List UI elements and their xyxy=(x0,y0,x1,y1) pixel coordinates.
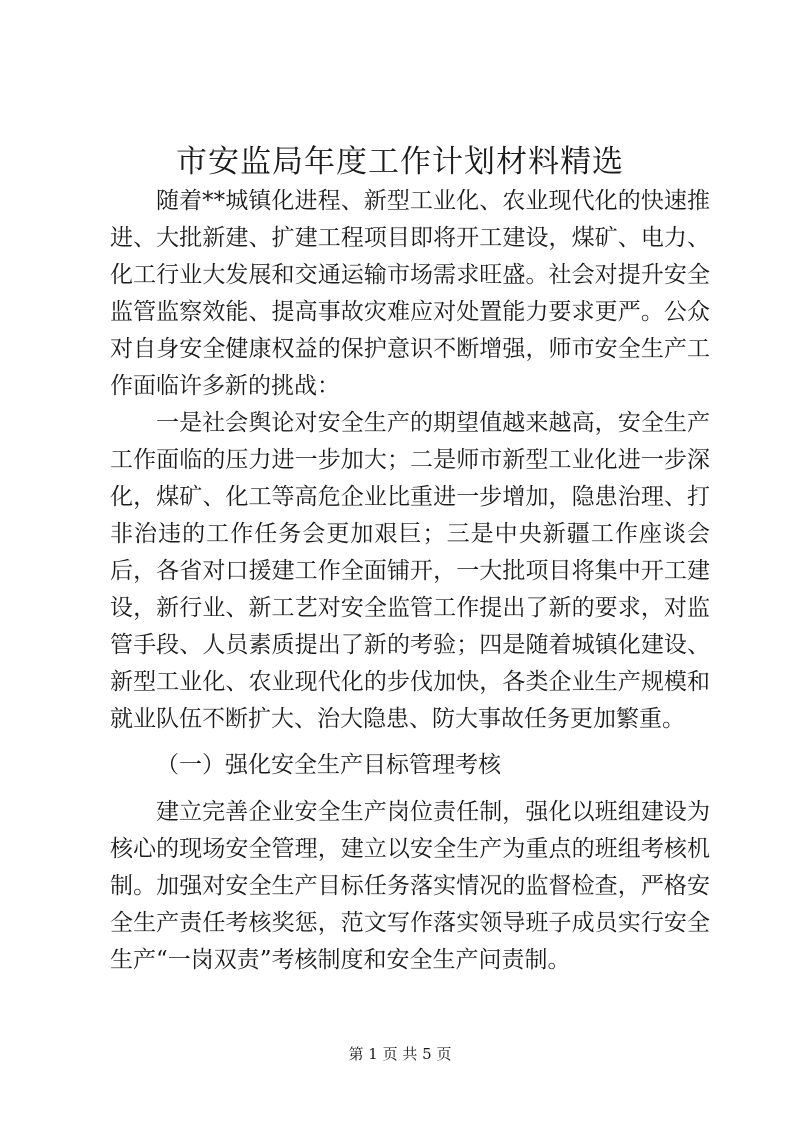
paragraph-section-1: 建立完善企业安全生产岗位责任制，强化以班组建设为核心的现场安全管理，建立以安全生产为重点的班组考核机制。加强对安全生产目标任务落实情况的监督检查，严格安全生产责任考核奖惩，范文写作落实领导班子成员实行安全生产“一岗双责”考核制度和安全生产问责制。 xyxy=(110,799,710,973)
page-number-footer: 第 1 页 共 5 页 xyxy=(348,1045,452,1063)
document-body xyxy=(110,183,710,979)
section-heading: （一）强化安全生产目标管理考核 xyxy=(156,752,501,778)
paragraph-challenges: 一是社会舆论对安全生产的期望值越来越高，安全生产工作面临的压力进一步加大；二是师市新型工业化进一步深化，煤矿、化工等高危企业比重进一步增加，隐患治理、打非治违的工作任务会更加艰巨；三是中央新疆工作座谈会后，各省对口援建工作全面铺开，一大批项目将集中开工建设，新行业、新工艺对安全监管工作提出了新的要求，对监管手段、人员素质提出了新的考验；四是随着城镇化建设、新型工业化、农业现代化的步伐加快，各类企业生产规模和就业队伍不断扩大、治大隐患、防大事故任务更加繁重。 xyxy=(110,410,710,732)
document-title: 市安监局年度工作计划材料精选 xyxy=(176,144,624,180)
paragraph-intro: 随着**城镇化进程、新型工业化、农业现代化的快速推进、大批新建、扩建工程项目即将开工建设，煤矿、电力、化工行业大发展和交通运输市场需求旺盛。社会对提升安全监管监察效能、提高事故灾难应对处置能力要求更严。公众对自身安全健康权益的保护意识不断增强，师市安全生产工作面临许多新的挑战： xyxy=(110,188,710,399)
